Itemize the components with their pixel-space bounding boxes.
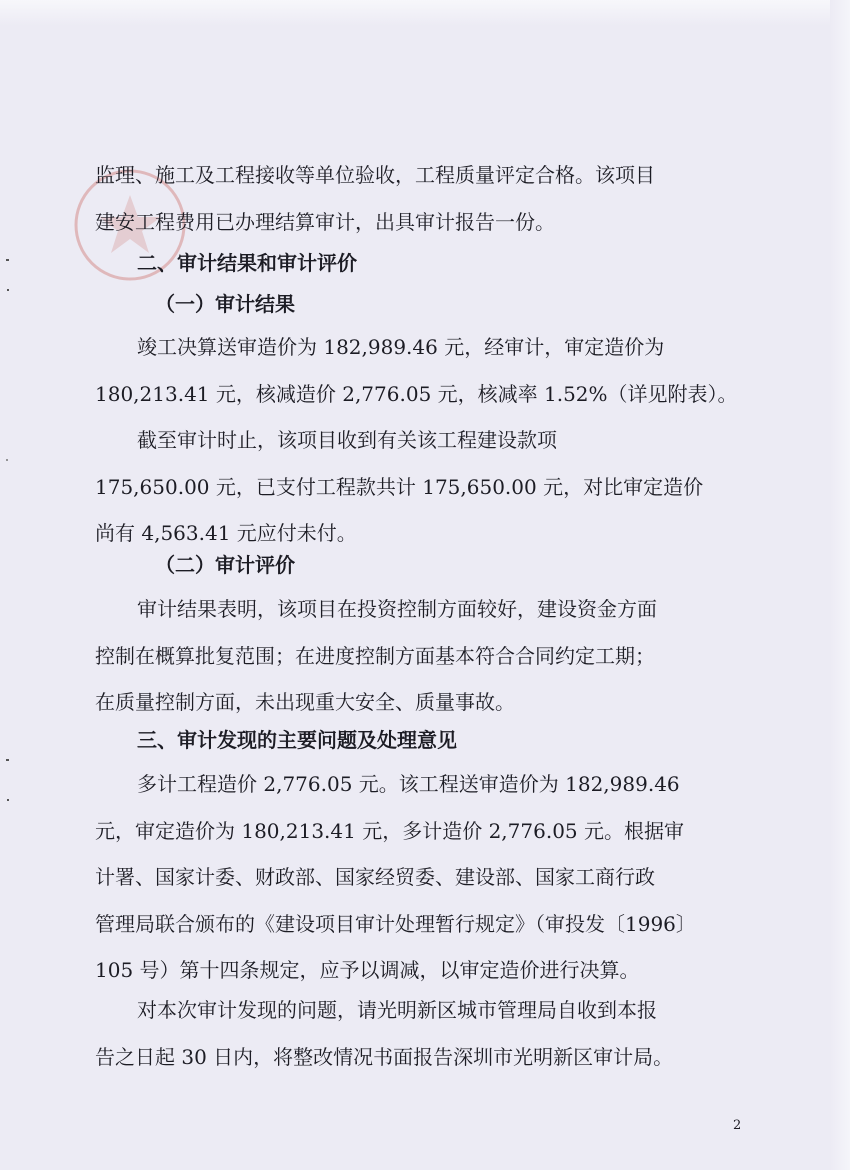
section-2-heading: 二、审计结果和审计评价 [137, 251, 357, 275]
section-3-heading: 三、审计发现的主要问题及处理意见 [137, 728, 457, 752]
paragraph-rectification [95, 987, 747, 1080]
paragraph-intro [95, 152, 747, 245]
page-number: 2 [733, 1118, 742, 1133]
text-line: 对本次审计发现的问题，请光明新区城市管理局自收到本报 [137, 998, 657, 1022]
text-line: 尚有 4,563.41 元应付未付。 [95, 521, 357, 545]
text-line: 竣工决算送审造价为 182,989.46 元，经审计，审定造价为 [137, 335, 665, 359]
text-line: 监理、施工及工程接收等单位验收，工程质量评定合格。该项目 [95, 163, 655, 187]
paragraph-result [95, 324, 747, 417]
text-line: 元，审定造价为 180,213.41 元，多计造价 2,776.05 元。根据审 [95, 818, 685, 843]
scan-edge-top [0, 0, 850, 26]
text-line: 多计工程造价 2,776.05 元。该工程送审造价为 182,989.46 [137, 772, 680, 796]
paragraph-evaluation [95, 586, 747, 726]
text-line: 建安工程费用已办理结算审计，出具审计报告一份。 [95, 209, 555, 234]
text-line: 管理局联合颁布的《建设项目审计处理暂行规定》（审投发〔1996〕 [95, 911, 696, 936]
text-line: 截至审计时止，该项目收到有关该工程建设款项 [137, 428, 557, 452]
text-line: 在质量控制方面，未出现重大安全、质量事故。 [95, 690, 515, 714]
text-line: 175,650.00 元，已支付工程款共计 175,650.00 元，对比审定造价 [95, 474, 704, 499]
text-line: 计署、国家计委、财政部、国家经贸委、建设部、国家工商行政 [95, 865, 655, 889]
text-line: 审计结果表明，该项目在投资控制方面较好，建设资金方面 [137, 597, 657, 621]
binding-marks [0, 240, 26, 880]
text-line: 告之日起 30 日内，将整改情况书面报告深圳市光明新区审计局。 [95, 1044, 674, 1069]
text-line: 180,213.41 元，核减造价 2,776.05 元，核减率 1.52%（详见附表）。 [95, 381, 738, 406]
scan-edge-right [830, 0, 850, 1170]
text-line: 105 号）第十四条规定，应予以调减，以审定造价进行决算。 [95, 958, 640, 982]
paragraph-payment [95, 417, 747, 557]
subsection-1-heading: （一）审计结果 [155, 292, 295, 316]
subsection-2-heading: （二）审计评价 [155, 553, 295, 577]
paragraph-findings [95, 761, 747, 994]
text-line: 控制在概算批复范围；在进度控制方面基本符合合同约定工期； [95, 643, 655, 668]
